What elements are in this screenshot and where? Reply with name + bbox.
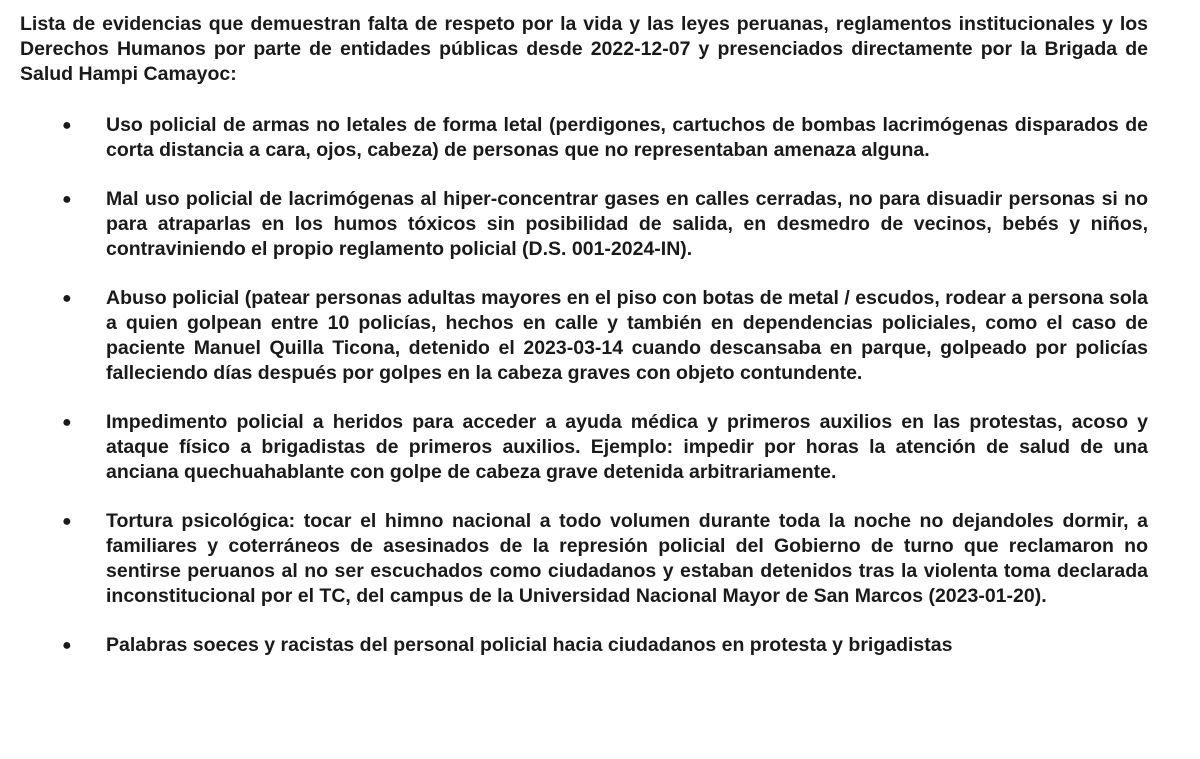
evidence-list — [20, 113, 1148, 658]
list-item-text: Tortura psicológica: tocar el himno nacional a todo volumen durante toda la noche no dejandoles dormir, a familiares y coterráneos de asesinados de la represión policial del Gobierno de turno que reclamaron no sentirse peruanos al no ser escuchados como ciudadanos y estaban detenidos tras la violenta toma declarada inconstitucional por el TC, del campus de la Universidad Nacional Mayor de San Marcos (2023-01-20). — [106, 510, 1148, 607]
list-item — [20, 509, 1148, 609]
list-item — [20, 113, 1148, 163]
list-item — [20, 286, 1148, 386]
bullet-icon: ● — [62, 637, 72, 654]
list-item — [20, 633, 1148, 658]
list-item — [20, 410, 1148, 485]
list-item-text: Abuso policial (patear personas adultas mayores en el piso con botas de metal / escudos, rodear a persona sola a quien golpean entre 10 policías, hechos en calle y también en dependencias policiales, como el caso de paciente Manuel Quilla Ticona, detenido el 2023-03-14 cuando descansaba en parque, golpeado por policías falleciendo días después por golpes en la cabeza graves con objeto contundente. — [106, 287, 1148, 384]
bullet-icon: ● — [62, 191, 72, 208]
list-item-text: Uso policial de armas no letales de forma letal (perdigones, cartuchos de bombas lacrimógenas disparados de corta distancia a cara, ojos, cabeza) de personas que no representaban amenaza alguna. — [106, 114, 1148, 161]
bullet-icon: ● — [62, 513, 72, 530]
bullet-icon: ● — [62, 117, 72, 134]
list-item-text: Palabras soeces y racistas del personal policial hacia ciudadanos en protesta y brigadistas — [106, 634, 953, 656]
bullet-icon: ● — [62, 414, 72, 431]
list-item-text: Mal uso policial de lacrimógenas al hiper-concentrar gases en calles cerradas, no para disuadir personas si no para atraparlas en los humos tóxicos sin posibilidad de salida, en desmedro de vecinos, bebés y niños, contraviniendo el propio reglamento policial (D.S. 001-2024-IN). — [106, 188, 1148, 260]
document — [20, 12, 1148, 658]
list-item — [20, 187, 1148, 262]
list-item-text: Impedimento policial a heridos para acceder a ayuda médica y primeros auxilios en las protestas, acoso y ataque físico a brigadistas de primeros auxilios. Ejemplo: impedir por horas la atención de salud de una anciana quechuahablante con golpe de cabeza grave detenida arbitrariamente. — [106, 411, 1148, 483]
bullet-icon: ● — [62, 290, 72, 307]
intro-paragraph: Lista de evidencias que demuestran falta de respeto por la vida y las leyes peruanas, reglamentos institucionales y los Derechos Humanos por parte de entidades públicas desde 2022-12-07 y presenciados directamente por la Brigada de Salud Hampi Camayoc: — [20, 13, 1148, 85]
